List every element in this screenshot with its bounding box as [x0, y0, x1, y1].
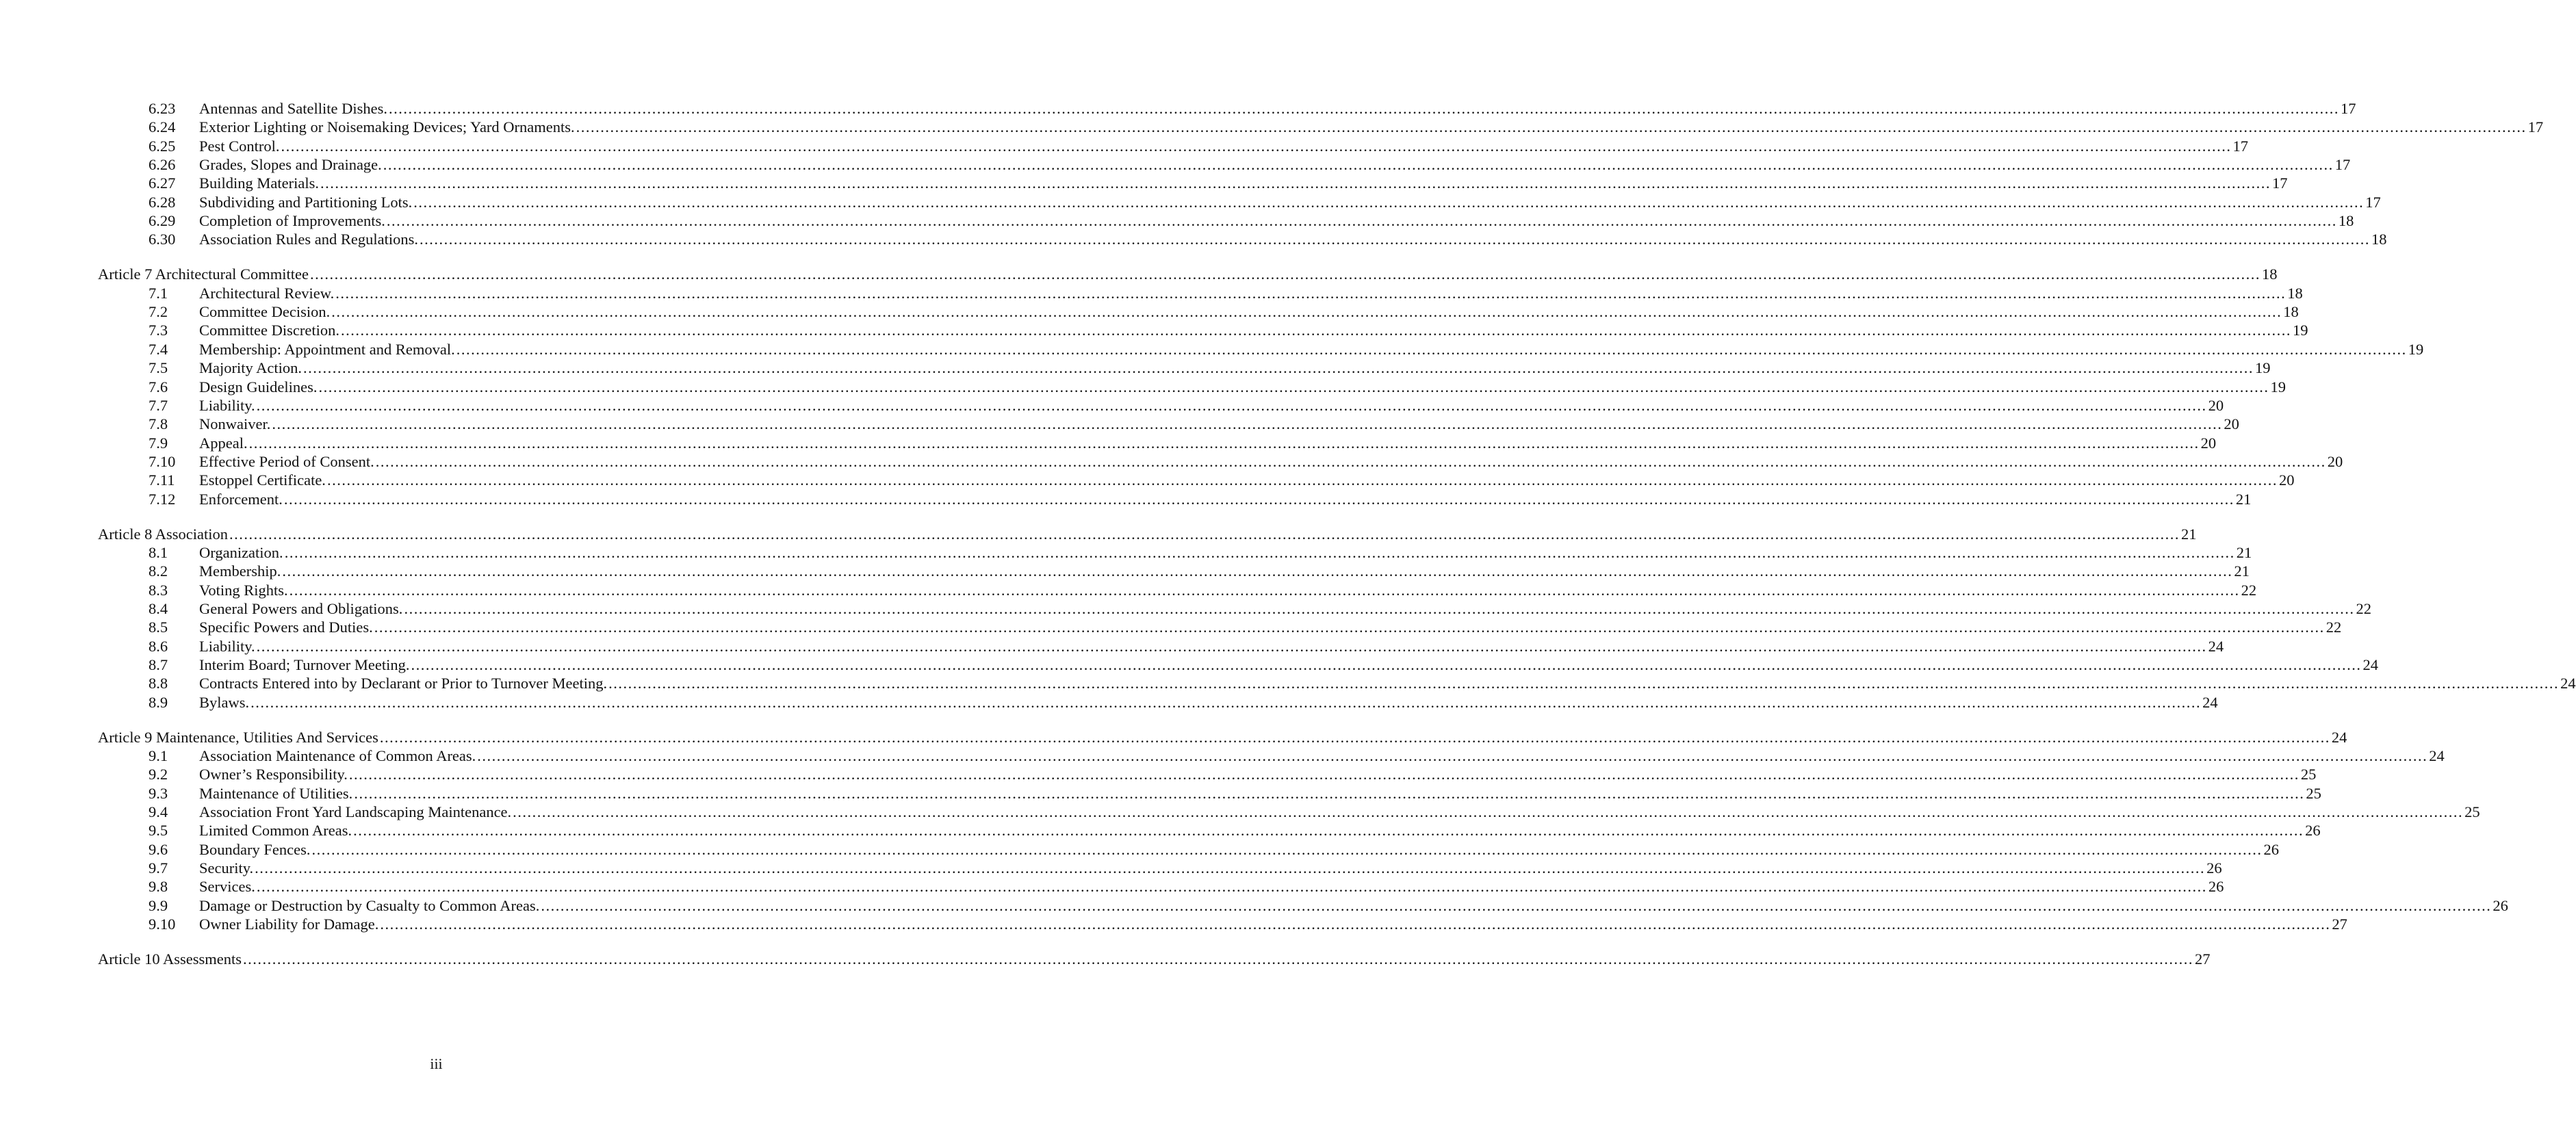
section-number: 8.2	[149, 562, 168, 580]
entry-title-row	[199, 302, 2299, 322]
section-number: 9.4	[149, 803, 168, 820]
dot-leader: ................................................................................................................................................................................................................................................................................................................................................................................................................	[326, 471, 2278, 489]
entry-title-row	[199, 859, 2222, 878]
entry-title-row	[98, 265, 2278, 284]
section-title: Committee Decision.	[199, 303, 331, 320]
entry-title-row	[199, 656, 2378, 675]
toc-section-entry	[149, 765, 2317, 784]
section-title: Association Rules and Regulations.	[199, 231, 418, 248]
entry-title-row	[199, 784, 2321, 803]
dot-leader: ................................................................................................................................................................................................................................................................................................................................................................................................................	[388, 100, 2339, 117]
entry-title-row	[199, 581, 2257, 600]
page-number: 26	[2206, 859, 2222, 877]
section-number: 9.3	[149, 785, 168, 802]
entry-title-row	[199, 599, 2371, 619]
dot-leader: ................................................................................................................................................................................................................................................................................................................................................................................................................	[281, 138, 2232, 155]
toc-section-entry	[149, 302, 2299, 322]
toc-section-entry	[149, 877, 2224, 896]
section-number: 6.23	[149, 100, 176, 117]
page-number: 19	[2255, 359, 2271, 376]
entry-title-row	[98, 525, 2197, 544]
entry-title-row	[199, 284, 2303, 303]
page-number: 25	[2306, 785, 2321, 802]
section-number: 7.9	[149, 434, 168, 452]
page-number: 20	[2224, 415, 2239, 432]
section-number: 7.7	[149, 397, 168, 414]
dot-leader: ................................................................................................................................................................................................................................................................................................................................................................................................................	[250, 694, 2202, 711]
dot-leader: ................................................................................................................................................................................................................................................................................................................................................................................................................	[456, 341, 2407, 358]
section-title: Completion of Improvements.	[199, 212, 385, 229]
page-number: 21	[2234, 562, 2250, 580]
page-number: 22	[2241, 582, 2257, 599]
page-number: 20	[2208, 397, 2224, 414]
section-number: 6.25	[149, 138, 176, 155]
dot-leader: ................................................................................................................................................................................................................................................................................................................................................................................................................	[242, 950, 2193, 968]
section-number: 7.1	[149, 285, 168, 302]
section-title: Limited Common Areas.	[199, 822, 352, 839]
page-number: 24	[2560, 675, 2576, 692]
section-title: Contracts Entered into by Declarant or Prior to Turnover Meeting.	[199, 675, 608, 692]
toc-section-entry	[149, 784, 2321, 803]
page-number: 24	[2429, 747, 2445, 764]
toc-section-entry	[149, 821, 2321, 840]
page-number: 18	[2371, 231, 2387, 248]
page-number: 17	[2365, 194, 2381, 211]
dot-leader: ................................................................................................................................................................................................................................................................................................................................................................................................................	[413, 194, 2365, 211]
page-number: 24	[2362, 656, 2378, 673]
toc-section-entry	[149, 693, 2218, 712]
section-title: Maintenance of Utilities.	[199, 785, 353, 802]
section-title: Association Maintenance of Common Areas.	[199, 747, 476, 764]
section-number: 9.5	[149, 822, 168, 839]
section-title: Estoppel Certificate.	[199, 471, 326, 489]
toc-section-entry	[149, 599, 2371, 619]
page-number: 22	[2356, 600, 2371, 617]
toc-section-entry	[149, 674, 2576, 693]
dot-leader: ................................................................................................................................................................................................................................................................................................................................................................................................................	[310, 265, 2261, 283]
page-number: 26	[2263, 841, 2279, 858]
page-number: 25	[2300, 766, 2317, 783]
section-number: 6.24	[149, 118, 176, 135]
dot-leader: ................................................................................................................................................................................................................................................................................................................................................................................................................	[353, 822, 2304, 839]
toc-section-entry	[149, 415, 2239, 434]
page-number: 17	[2271, 174, 2288, 192]
section-title: Membership.	[199, 562, 281, 580]
dot-leader: ................................................................................................................................................................................................................................................................................................................................................................................................................	[229, 525, 2180, 543]
section-title: Architectural Review.	[199, 285, 335, 302]
entry-title-row	[199, 321, 2308, 340]
dot-leader: ................................................................................................................................................................................................................................................................................................................................................................................................................	[419, 231, 2370, 248]
toc-section-entry	[149, 915, 2347, 934]
section-title: Services.	[199, 878, 255, 895]
entry-title-row	[199, 452, 2343, 471]
dot-leader: ................................................................................................................................................................................................................................................................................................................................................................................................................	[311, 841, 2263, 858]
entry-title-row	[199, 340, 2424, 359]
toc-section-entry	[149, 543, 2252, 562]
section-title: Boundary Fences.	[199, 841, 311, 858]
toc-section-entry	[149, 174, 2288, 193]
page-number: 26	[2305, 822, 2321, 839]
page-number: 17	[2334, 156, 2351, 173]
section-title: Design Guidelines.	[199, 378, 318, 395]
page-number: 25	[2464, 803, 2480, 820]
section-number: 9.9	[149, 897, 168, 914]
dot-leader: ................................................................................................................................................................................................................................................................................................................................................................................................................	[380, 916, 2331, 933]
section-number: 7.6	[149, 378, 168, 395]
section-number: 8.6	[149, 638, 168, 655]
section-title: Interim Board; Turnover Meeting.	[199, 656, 410, 673]
section-number: 8.7	[149, 656, 168, 673]
dot-leader: ................................................................................................................................................................................................................................................................................................................................................................................................................	[303, 359, 2254, 376]
dot-leader: ................................................................................................................................................................................................................................................................................................................................................................................................................	[354, 785, 2305, 802]
toc-section-entry	[149, 193, 2381, 212]
entry-title-row	[199, 618, 2342, 637]
page-number: 18	[2287, 285, 2303, 302]
dot-leader: ................................................................................................................................................................................................................................................................................................................................................................................................................	[386, 212, 2337, 229]
dot-leader: ................................................................................................................................................................................................................................................................................................................................................................................................................	[404, 600, 2355, 617]
section-title: Grades, Slopes and Drainage.	[199, 156, 382, 173]
entry-title-row	[199, 490, 2252, 509]
toc-section-entry	[149, 637, 2224, 656]
section-title: Building Materials.	[199, 174, 319, 192]
toc-section-entry	[149, 211, 2354, 231]
entry-title-row	[199, 877, 2224, 896]
section-number: 6.30	[149, 231, 176, 248]
section-number: 6.26	[149, 156, 176, 173]
toc-section-entry	[149, 656, 2378, 675]
toc-section-entry	[149, 859, 2222, 878]
toc-section-entry	[149, 230, 2387, 249]
section-number: 7.4	[149, 341, 168, 358]
page-number: 18	[2262, 265, 2278, 283]
section-number: 8.8	[149, 675, 168, 692]
entry-title-row	[199, 637, 2224, 656]
page-number: 24	[2202, 694, 2218, 711]
dot-leader: ................................................................................................................................................................................................................................................................................................................................................................................................................	[272, 415, 2223, 432]
page-number: 17	[2232, 138, 2249, 155]
section-title: Subdividing and Partitioning Lots.	[199, 194, 413, 211]
dot-leader: ................................................................................................................................................................................................................................................................................................................................................................................................................	[576, 118, 2527, 135]
toc-section-entry	[149, 840, 2279, 859]
entry-title-row	[199, 543, 2252, 562]
toc-section-entry	[149, 137, 2249, 156]
page-number: 27	[2332, 916, 2347, 933]
section-number: 7.12	[149, 491, 176, 508]
toc-section-entry	[149, 378, 2286, 397]
dot-leader: ................................................................................................................................................................................................................................................................................................................................................................................................................	[256, 878, 2207, 895]
section-title: General Powers and Obligations.	[199, 600, 403, 617]
section-title: Majority Action.	[199, 359, 302, 376]
page-number: 21	[2235, 491, 2252, 508]
section-title: Voting Rights.	[199, 582, 288, 599]
section-number: 7.5	[149, 359, 168, 376]
toc-section-entry	[149, 562, 2250, 581]
toc-section-entry	[149, 490, 2252, 509]
toc-article-entry	[98, 525, 2197, 544]
toc-section-entry	[149, 359, 2271, 378]
page-number: 20	[2327, 453, 2343, 470]
dot-leader: ................................................................................................................................................................................................................................................................................................................................................................................................................	[331, 303, 2282, 320]
page-number: 21	[2180, 525, 2197, 543]
article-title: Article 7 Architectural Committee	[98, 265, 309, 283]
section-number: 7.2	[149, 303, 168, 320]
toc-section-entry	[149, 581, 2257, 600]
entry-title-row	[199, 396, 2224, 415]
section-number: 8.4	[149, 600, 168, 617]
entry-title-row	[199, 99, 2356, 118]
dot-leader: ................................................................................................................................................................................................................................................................................................................................................................................................................	[256, 397, 2207, 414]
section-number: 7.10	[149, 453, 176, 470]
section-title: Liability.	[199, 397, 255, 414]
page-number: 26	[2493, 897, 2508, 914]
entry-title-row	[199, 674, 2576, 693]
page-number: 21	[2236, 544, 2252, 561]
page-number: 22	[2326, 619, 2342, 636]
toc-article-entry	[98, 950, 2211, 969]
page-number: 19	[2270, 378, 2286, 395]
toc-section-entry	[149, 118, 2544, 137]
toc-section-entry	[149, 434, 2217, 453]
section-number: 9.7	[149, 859, 168, 877]
page-number: 27	[2194, 950, 2211, 968]
entry-title-row	[199, 174, 2288, 193]
entry-title-row	[98, 950, 2211, 969]
toc-article-entry	[98, 728, 2347, 747]
section-title: Effective Period of Consent.	[199, 453, 374, 470]
toc-section-entry	[149, 321, 2308, 340]
toc-section-entry	[149, 471, 2295, 490]
section-title: Liability.	[199, 638, 255, 655]
section-number: 8.1	[149, 544, 168, 561]
entry-title-row	[199, 747, 2445, 766]
dot-leader: ................................................................................................................................................................................................................................................................................................................................................................................................................	[284, 544, 2235, 561]
toc-section-entry	[149, 155, 2351, 174]
page-number: 19	[2408, 341, 2424, 358]
page-number: 24	[2208, 638, 2224, 655]
toc-section-entry	[149, 452, 2343, 471]
toc-section-entry	[149, 896, 2508, 916]
dot-leader: ................................................................................................................................................................................................................................................................................................................................................................................................................	[255, 859, 2206, 877]
section-number: 7.11	[149, 471, 175, 489]
entry-title-row	[98, 728, 2347, 747]
section-number: 6.29	[149, 212, 176, 229]
article-title: Article 8 Association	[98, 525, 228, 543]
toc-section-entry	[149, 618, 2342, 637]
toc-article-entry	[98, 265, 2278, 284]
toc-section-entry	[149, 99, 2356, 118]
section-title: Organization.	[199, 544, 283, 561]
section-title: Owner Liability for Damage.	[199, 916, 379, 933]
page-number: 20	[2278, 471, 2295, 489]
section-number: 8.3	[149, 582, 168, 599]
section-number: 7.3	[149, 322, 168, 339]
dot-leader: ................................................................................................................................................................................................................................................................................................................................................................................................................	[608, 675, 2560, 692]
section-number: 6.28	[149, 194, 176, 211]
section-title: Owner’s Responsibility.	[199, 766, 348, 783]
toc-section-entry	[149, 284, 2303, 303]
toc-section-entry	[149, 396, 2224, 415]
section-title: Specific Powers and Duties.	[199, 619, 373, 636]
dot-leader: ................................................................................................................................................................................................................................................................................................................................................................................................................	[289, 582, 2240, 599]
entry-title-row	[199, 765, 2317, 784]
section-title: Appeal.	[199, 434, 248, 452]
dot-leader: ................................................................................................................................................................................................................................................................................................................................................................................................................	[383, 156, 2334, 173]
section-title: Membership: Appointment and Removal.	[199, 341, 455, 358]
entry-title-row	[199, 693, 2218, 712]
dot-leader: ................................................................................................................................................................................................................................................................................................................................................................................................................	[348, 766, 2300, 783]
page-number: 24	[2331, 729, 2347, 746]
article-title: Article 9 Maintenance, Utilities And Services	[98, 729, 378, 746]
entry-title-row	[199, 415, 2239, 434]
section-number: 6.27	[149, 174, 176, 192]
page-number: 17	[2340, 100, 2356, 117]
section-title: Antennas and Satellite Dishes.	[199, 100, 387, 117]
section-title: Bylaws.	[199, 694, 250, 711]
entry-title-row	[199, 193, 2381, 212]
entry-title-row	[199, 137, 2249, 156]
entry-title-row	[199, 915, 2347, 934]
entry-title-row	[199, 378, 2286, 397]
page-number-footer: iii	[430, 1055, 443, 1072]
page-number: 17	[2527, 118, 2544, 135]
dot-leader: ................................................................................................................................................................................................................................................................................................................................................................................................................	[283, 491, 2234, 508]
dot-leader: ................................................................................................................................................................................................................................................................................................................................................................................................................	[513, 803, 2464, 820]
toc-section-entry	[149, 340, 2424, 359]
section-number: 9.1	[149, 747, 168, 764]
section-title: Exterior Lighting or Noisemaking Devices; Yard Ornaments.	[199, 118, 575, 135]
page-number: 18	[2338, 212, 2354, 229]
entry-title-row	[199, 434, 2217, 453]
section-number: 8.5	[149, 619, 168, 636]
section-number: 9.2	[149, 766, 168, 783]
entry-title-row	[199, 118, 2544, 137]
section-number: 9.10	[149, 916, 176, 933]
dot-leader: ................................................................................................................................................................................................................................................................................................................................................................................................................	[379, 729, 2330, 746]
page-number: 20	[2200, 434, 2217, 452]
entry-title-row	[199, 211, 2354, 231]
dot-leader: ................................................................................................................................................................................................................................................................................................................................................................................................................	[374, 619, 2325, 636]
section-title: Committee Discretion.	[199, 322, 339, 339]
section-number: 9.8	[149, 878, 168, 895]
section-title: Pest Control.	[199, 138, 280, 155]
section-title: Security.	[199, 859, 254, 877]
dot-leader: ................................................................................................................................................................................................................................................................................................................................................................................................................	[335, 285, 2287, 302]
toc-section-entry	[149, 747, 2445, 766]
page-number: 19	[2292, 322, 2308, 339]
dot-leader: ................................................................................................................................................................................................................................................................................................................................................................................................................	[256, 638, 2207, 655]
dot-leader: ................................................................................................................................................................................................................................................................................................................................................................................................................	[282, 562, 2233, 580]
page-number: 18	[2283, 303, 2299, 320]
section-title: Enforcement.	[199, 491, 283, 508]
section-title: Damage or Destruction by Casualty to Common Areas.	[199, 897, 540, 914]
section-number: 9.6	[149, 841, 168, 858]
dot-leader: ................................................................................................................................................................................................................................................................................................................................................................................................................	[248, 434, 2200, 452]
section-number: 8.9	[149, 694, 168, 711]
entry-title-row	[199, 359, 2271, 378]
dot-leader: ................................................................................................................................................................................................................................................................................................................................................................................................................	[375, 453, 2326, 470]
dot-leader: ................................................................................................................................................................................................................................................................................................................................................................................................................	[541, 897, 2492, 914]
section-title: Association Front Yard Landscaping Maintenance.	[199, 803, 512, 820]
dot-leader: ................................................................................................................................................................................................................................................................................................................................................................................................................	[340, 322, 2291, 339]
entry-title-row	[199, 230, 2387, 249]
section-number: 7.8	[149, 415, 168, 432]
dot-leader: ................................................................................................................................................................................................................................................................................................................................................................................................................	[477, 747, 2428, 764]
entry-title-row	[199, 562, 2250, 581]
toc-section-entry	[149, 803, 2480, 822]
dot-leader: ................................................................................................................................................................................................................................................................................................................................................................................................................	[318, 378, 2269, 395]
entry-title-row	[199, 821, 2321, 840]
entry-title-row	[199, 471, 2295, 490]
entry-title-row	[199, 896, 2508, 916]
section-title: Nonwaiver.	[199, 415, 271, 432]
article-title: Article 10 Assessments	[98, 950, 242, 968]
page-number: 26	[2208, 878, 2224, 895]
entry-title-row	[199, 155, 2351, 174]
entry-title-row	[199, 840, 2279, 859]
dot-leader: ................................................................................................................................................................................................................................................................................................................................................................................................................	[411, 656, 2362, 673]
dot-leader: ................................................................................................................................................................................................................................................................................................................................................................................................................	[320, 174, 2271, 192]
entry-title-row	[199, 803, 2480, 822]
